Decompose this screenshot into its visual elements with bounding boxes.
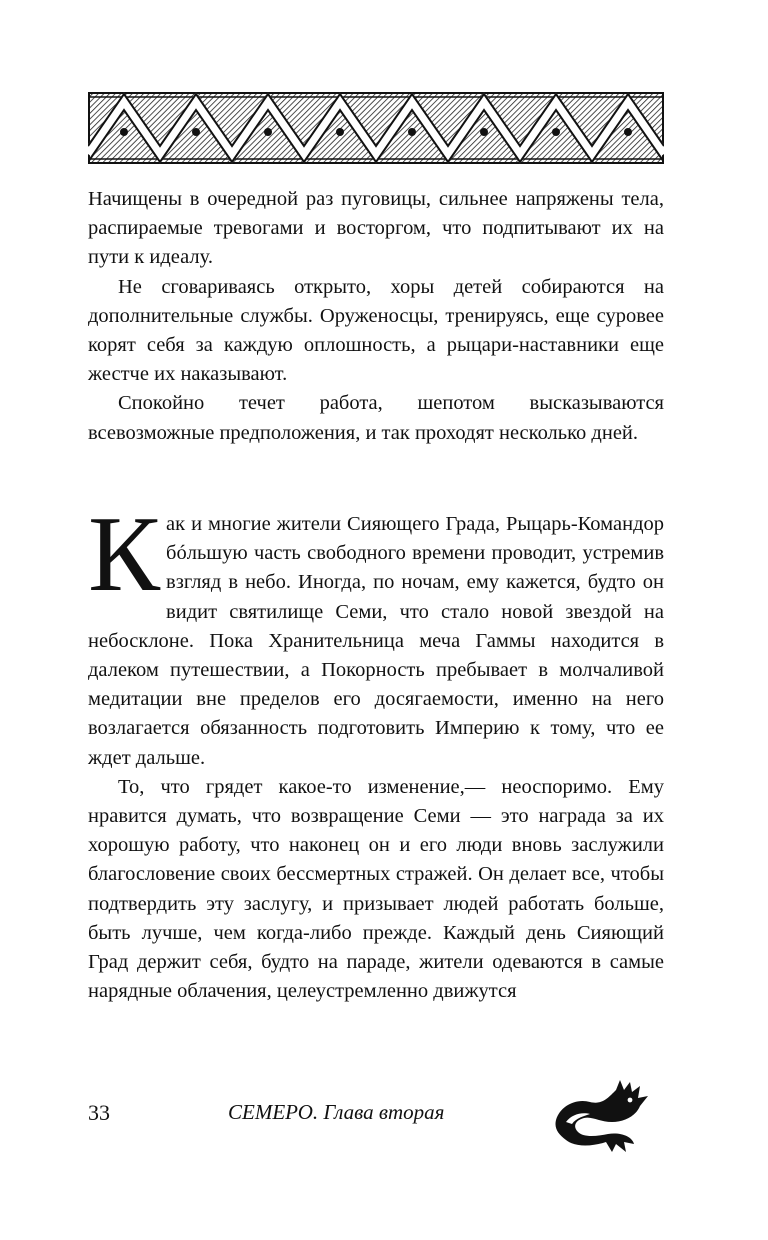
section-one <box>88 185 664 448</box>
paragraph-1: Начищены в очередной раз пуговицы, сильнее напряжены тела, распираемые тревогами и восторгом, что подпитывают их на пути к идеалу. <box>88 188 664 269</box>
paragraph-3: Спокойно течет работа, шепотом высказываются всевозможные предположения, и так проходят несколько дней. <box>88 392 664 444</box>
paragraph-2: Не сговариваясь открыто, хоры детей собираются на дополнительные службы. Оруженосцы, тренируясь, еще суровее корят себя за каждую оплошность, а рыцари-наставники еще жестче их наказывают. <box>88 275 664 386</box>
running-title: СЕМЕРО. Глава вторая <box>228 1100 445 1124</box>
paragraph-5: То, что грядет какое-то изменение,— неоспоримо. Ему нравится думать, что возвращение Семи — это награда за их хорошую работу, что наконец он и его люди вновь заслужили благословение своих бессмертных стражей. Он делает все, чтобы подтвердить эту заслугу, и призывает людей работать больше, быть лучше, чем когда-либо прежде. Каждый день Сияющий Град держит себя, будто на параде, жители одеваются в самые нарядные облачения, целеустремленно движутся <box>88 775 664 1003</box>
paragraph-4 <box>88 495 664 773</box>
drop-cap: К <box>88 495 161 614</box>
paragraph-4-text: ак и многие жители Сияющего Града, Рыцарь-Командор бóльшую часть свободного времени проводит, устремив взгляд в небо. Иногда, по ночам, ему кажется, будто он видит святилище Семи, что стало новой звездой на небосклоне. Пока Хранительница меча Гаммы находится в далеком путешествии, а Покорность пребывает в молчаливой медитации вне пределов его досягаемости, именно на него возлагается обязанность подготовить Империю к тому, что ее ждет дальше. <box>88 513 664 769</box>
page-number: 33 <box>88 1100 110 1125</box>
section-two <box>88 495 664 1006</box>
header-ornament <box>88 92 664 164</box>
dragon-icon <box>550 1076 650 1154</box>
page-footer <box>88 1096 664 1156</box>
